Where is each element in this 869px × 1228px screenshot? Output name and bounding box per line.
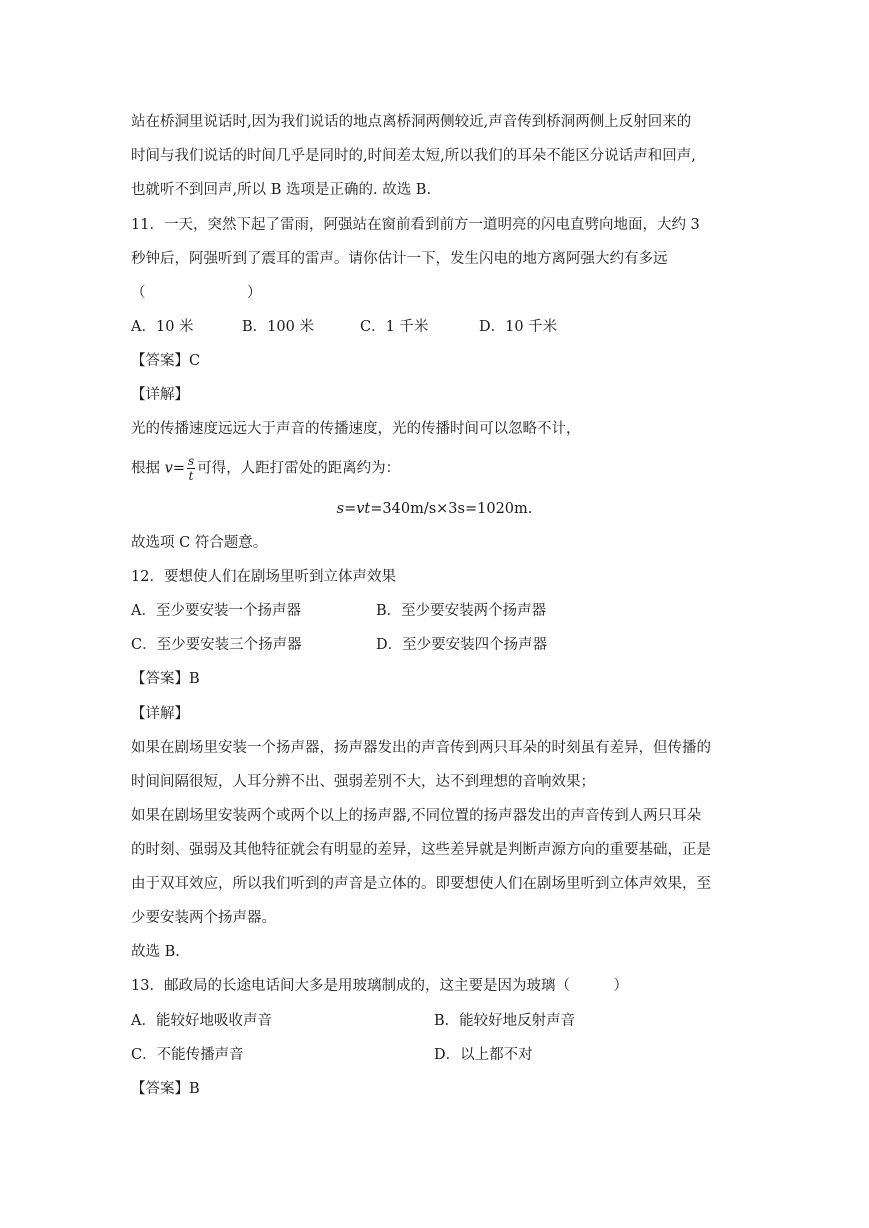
q11-option-a: A．10 米 <box>131 319 194 335</box>
q12-detail-line-6: 少要安装两个扬声器。 <box>131 910 276 926</box>
q11-paren: （ ） <box>131 285 262 301</box>
q13-option-a: A．能较好地吸收声音 <box>131 1013 272 1029</box>
calc-s: s <box>336 501 345 517</box>
q12-detail-line-4: 的时刻、强弱及其他特征就会有明显的差异，这些差异就是判断声源方向的重要基础，正是 <box>131 842 711 858</box>
intro-line-2: 时间与我们说话的时间几乎是同时的,时间差太短,所以我们的耳朵不能区分说话声和回声, <box>131 148 696 164</box>
intro-line-3: 也就听不到回声,所以 B 选项是正确的. 故选 B. <box>131 182 432 198</box>
q12-answer: 【答案】B <box>131 671 200 687</box>
calc-eq: = <box>344 501 357 517</box>
intro-line-1: 站在桥洞里说话时,因为我们说话的地点离桥洞两侧较近,声音传到桥洞两侧上反射回来的 <box>131 114 692 130</box>
formula-v: v <box>164 460 173 477</box>
q12-stem: 12．要想使人们在剧场里听到立体声效果 <box>131 569 396 585</box>
q13-answer: 【答案】B <box>131 1081 200 1097</box>
calc-vt: vt <box>356 501 371 517</box>
q11-detail-line-1: 光的传播速度远远大于声音的传播速度，光的传播时间可以忽略不计， <box>131 421 581 437</box>
q11-conclusion: 故选项 C 符合题意。 <box>131 535 268 551</box>
q12-option-c: C．至少要安装三个扬声器 <box>131 637 302 653</box>
q11-option-c: C．1 千米 <box>360 319 429 335</box>
q12-option-d: D．至少要安装四个扬声器 <box>376 637 548 653</box>
q11-stem-line-1: 11．一天，突然下起了雷雨，阿强站在窗前看到前方一道明亮的闪电直劈向地面，大约 3 <box>131 217 700 233</box>
formula-suffix: 可得，人距打雷处的距离约为： <box>197 460 401 477</box>
q11-option-b: B．100 米 <box>242 319 314 335</box>
q12-detail-line-1: 如果在剧场里安装一个扬声器，扬声器发出的声音传到两只耳朵的时刻虽有差异，但传播的 <box>131 740 711 756</box>
q11-calculation <box>0 499 869 519</box>
q11-stem-line-2: 秒钟后，阿强听到了震耳的雷声。请你估计一下，发生闪电的地方离阿强大约有多远 <box>131 251 668 267</box>
q13-option-d: D．以上都不对 <box>434 1047 533 1063</box>
q13-option-c: C．不能传播声音 <box>131 1047 244 1063</box>
formula-numerator: s <box>187 454 195 468</box>
q12-detail-label: 【详解】 <box>131 706 189 722</box>
q12-detail-line-3: 如果在剧场里安装两个或两个以上的扬声器,不同位置的扬声器发出的声音传到人两只耳朵 <box>131 808 702 824</box>
calc-rest: =340m/s×3s=1020m. <box>370 501 533 517</box>
q12-option-b: B．至少要安装两个扬声器 <box>376 603 547 619</box>
formula-eq: = <box>172 460 185 477</box>
q11-option-d: D．10 千米 <box>479 319 558 335</box>
q13-stem: 13．邮政局的长途电话间大多是用玻璃制成的，这主要是因为玻璃（ ） <box>131 978 628 994</box>
q12-detail-line-5: 由于双耳效应，所以我们听到的声音是立体的。即要想使人们在剧场里听到立体声效果，至 <box>131 876 711 892</box>
q11-detail-label: 【详解】 <box>131 387 189 403</box>
q12-conclusion: 故选 B. <box>131 944 180 960</box>
q13-option-b: B．能较好地反射声音 <box>434 1013 576 1029</box>
formula-prefix: 根据 <box>131 460 160 477</box>
formula-fraction <box>187 454 195 483</box>
formula-denominator: t <box>188 469 194 483</box>
q12-detail-line-2: 时间间隔很短，人耳分辨不出、强弱差别不大，达不到理想的音响效果； <box>131 774 595 790</box>
q12-option-a: A．至少要安装一个扬声器 <box>131 603 301 619</box>
q11-answer: 【答案】C <box>131 353 201 369</box>
q11-formula-line <box>131 454 400 483</box>
